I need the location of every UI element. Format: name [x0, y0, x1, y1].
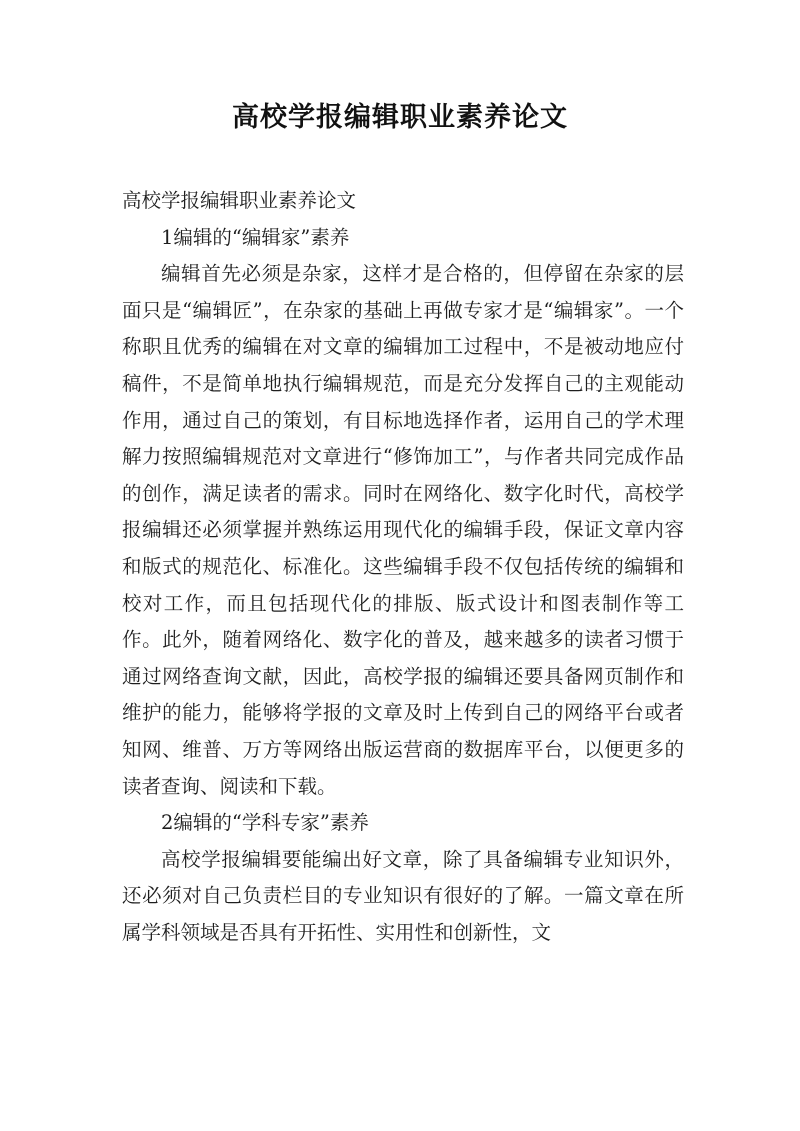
- document-subtitle-line: 高校学报编辑职业素养论文: [122, 189, 357, 212]
- body-paragraph-2: 高校学报编辑要能编出好文章，除了具备编辑专业知识外，还必须对自己负责栏目的专业知识有很好的了解。一篇文章在所属学科领域是否具有开拓性、实用性和创新性，文: [122, 847, 684, 944]
- document-title: 高校学报编辑职业素养论文: [232, 102, 568, 133]
- section-heading-2: 2编辑的“学科专家”素养: [161, 811, 369, 835]
- document-body: [122, 183, 684, 951]
- section-heading-1: 1编辑的“编辑家”素养: [161, 225, 350, 249]
- body-paragraph-1: 编辑首先必须是杂家，这样才是合格的，但停留在杂家的层面只是“编辑匠”，在杂家的基础上再做专家才是“编辑家”。一个称职且优秀的编辑在对文章的编辑加工过程中，不是被动地应付稿件，不是简单地执行编辑规范，而是充分发挥自己的主观能动作用，通过自己的策划，有目标地选择作者，运用自己的学术理解力按照编辑规范对文章进行“修饰加工”，与作者共同完成作品的创作，满足读者的需求。同时在网络化、数字化时代，高校学报编辑还必须掌握并熟练运用现代化的编辑手段，保证文章内容和版式的规范化、标准化。这些编辑手段不仅包括传统的编辑和校对工作，而且包括现代化的排版、版式设计和图表制作等工作。此外，随着网络化、数字化的普及，越来越多的读者习惯于通过网络查询文献，因此，高校学报的编辑还要具备网页制作和维护的能力，能够将学报的文章及时上传到自己的网络平台或者知网、维普、万方等网络出版运营商的数据库平台，以便更多的读者查询、阅读和下载。: [122, 262, 684, 798]
